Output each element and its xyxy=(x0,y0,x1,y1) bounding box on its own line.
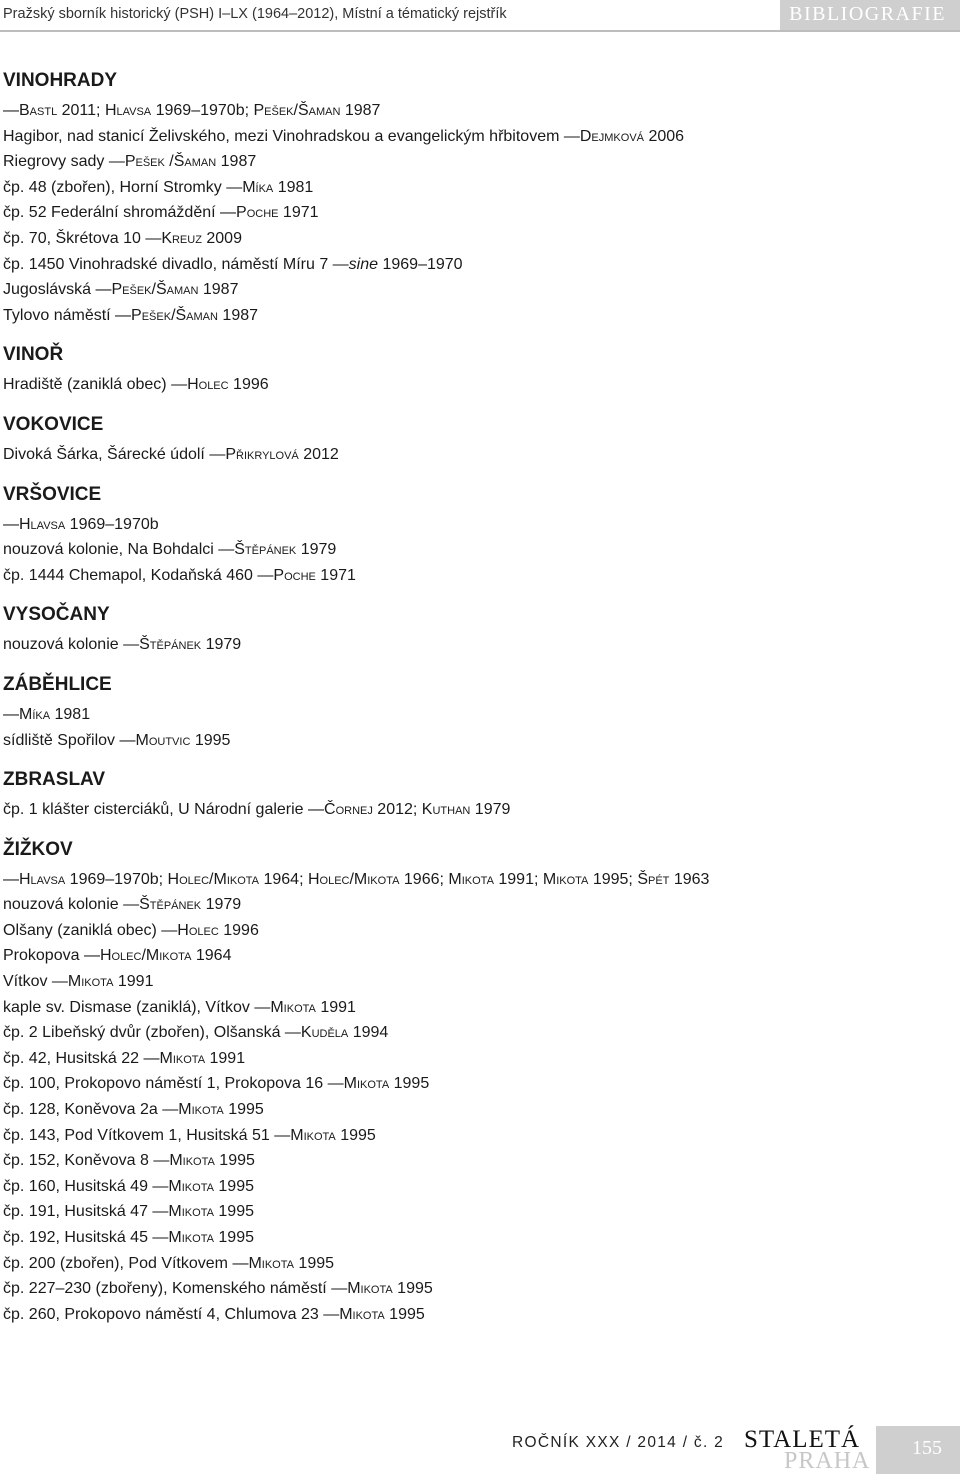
entry-text: 2012 xyxy=(298,445,339,463)
author-name: Štěpánek xyxy=(139,896,202,914)
author-name: Pešek/Šaman xyxy=(111,281,199,299)
entry-text: čp. 1444 Chemapol, Kodaňská 460 xyxy=(3,566,258,584)
register-entry xyxy=(3,1046,948,1072)
em-dash: — xyxy=(327,1075,344,1093)
entry-text: 1995 xyxy=(213,1177,254,1195)
register-entry xyxy=(3,98,948,124)
entry-text: čp. 227–230 (zbořeny), Komenského náměstí xyxy=(3,1280,332,1298)
entry-text: Divoká Šárka, Šárecké údolí xyxy=(3,445,210,463)
entry-text: 1969–1970b xyxy=(65,515,159,533)
register-entry xyxy=(3,1123,948,1149)
em-dash: — xyxy=(323,1305,340,1323)
register-entry xyxy=(3,1251,948,1277)
entry-text: 1995 xyxy=(190,731,231,749)
entry-text: 1969–1970b; xyxy=(151,102,254,119)
em-dash: — xyxy=(143,1049,160,1067)
entry-text: 2011; xyxy=(57,102,105,119)
author-name: Mikota xyxy=(67,973,114,991)
author-name: Holec xyxy=(187,376,229,394)
register-entry xyxy=(3,943,948,969)
em-dash: — xyxy=(563,127,580,145)
entry-text: 1969–1970 xyxy=(378,255,463,273)
register-entry xyxy=(3,226,948,252)
em-dash: — xyxy=(284,1024,301,1042)
entry-text: čp. 128, Koněvova 2a xyxy=(3,1101,163,1119)
entry-text: 1991 xyxy=(205,1049,246,1067)
entry-text: Prokopova xyxy=(3,947,84,965)
em-dash: — xyxy=(3,705,19,723)
italic-reference: sine xyxy=(348,255,379,273)
entry-text: 1995 xyxy=(213,1229,254,1246)
em-dash: — xyxy=(153,1152,170,1170)
entry-text: nouzová kolonie, Na Bohdalci xyxy=(3,541,219,559)
register-entry xyxy=(3,702,948,728)
author-name: Mikota xyxy=(542,870,589,888)
entry-text: 1987 xyxy=(217,306,259,324)
author-name: Mikota xyxy=(168,1203,214,1221)
logo-text-top: STALETÁ xyxy=(744,1426,861,1453)
entry-text: kaple sv. Dismase (zaniklá), Vítkov xyxy=(3,998,255,1016)
entry-text: Vítkov xyxy=(3,973,52,991)
entry-text: 1991 xyxy=(113,973,154,991)
register-entry xyxy=(3,918,948,944)
entry-text: čp. 70, Škrétova 10 xyxy=(3,229,146,247)
author-name: Přikrylová xyxy=(225,445,299,463)
entry-text: čp. 260, Prokopovo náměstí 4, Chlumova 23 xyxy=(3,1305,324,1323)
entry-text: 1995 xyxy=(293,1254,335,1272)
register-entry xyxy=(3,537,948,563)
entry-text: 1963 xyxy=(669,870,710,888)
author-name: Mikota xyxy=(339,1305,385,1323)
register-entry xyxy=(3,995,948,1021)
register-entry xyxy=(3,175,948,201)
entry-text: 1979 xyxy=(296,541,337,559)
em-dash: — xyxy=(308,801,325,819)
entry-text: Hradiště (zaniklá obec) xyxy=(3,376,172,394)
register-entry xyxy=(3,867,948,893)
register-entry xyxy=(3,200,948,226)
entry-text: 1991; xyxy=(493,870,543,888)
em-dash: — xyxy=(152,1229,169,1246)
register-entry xyxy=(3,728,948,754)
entry-text: čp. 143, Pod Vítkovem 1, Husitská 51 xyxy=(3,1126,275,1144)
author-name: Hlavsa xyxy=(104,102,152,119)
entry-text: 1981 xyxy=(50,705,91,723)
em-dash: — xyxy=(3,102,19,119)
entry-text: čp. 48 (zbořen), Horní Stromky xyxy=(3,178,227,196)
author-name: Poche xyxy=(273,566,316,584)
register-entry xyxy=(3,252,948,278)
entry-text: 1969–1970b; xyxy=(65,870,168,888)
register-section xyxy=(3,837,948,1328)
em-dash: — xyxy=(274,1126,291,1144)
running-header-title: Pražský sborník historický (PSH) I–LX (1964–2012), Místní a tématický rejstřík xyxy=(3,6,507,22)
author-name: Pešek /Šaman xyxy=(124,153,217,171)
register-section xyxy=(3,68,948,328)
author-name: Mikota xyxy=(270,998,316,1016)
register-entry xyxy=(3,969,948,995)
entry-text: 1964; xyxy=(259,870,308,888)
entry-text: 1971 xyxy=(315,566,356,584)
register-entry xyxy=(3,1071,948,1097)
register-entry xyxy=(3,1276,948,1302)
register-entry xyxy=(3,512,948,538)
entry-text: 1995 xyxy=(214,1152,255,1170)
section-heading: VINOŘ xyxy=(3,344,64,366)
entry-text: 1995 xyxy=(392,1280,433,1298)
entry-text: 1964 xyxy=(191,947,232,965)
author-name: Dejmková xyxy=(579,127,644,145)
author-name: Štěpánek xyxy=(234,541,297,559)
em-dash: — xyxy=(162,1101,179,1119)
em-dash: — xyxy=(51,973,68,991)
register-entry xyxy=(3,1302,948,1328)
entry-text: 1995; xyxy=(588,870,638,888)
page-number: 155 xyxy=(912,1437,942,1459)
volume-info: ROČNÍK XXX / 2014 / č. 2 xyxy=(512,1434,725,1451)
page-number-box xyxy=(876,1426,960,1474)
entry-text: 1971 xyxy=(278,204,319,222)
entry-text: čp. 1450 Vinohradské divadlo, náměstí Míru 7 xyxy=(3,255,333,273)
entry-text: Riegrovy sady xyxy=(3,153,109,171)
entry-text: 1996 xyxy=(218,921,259,939)
entry-text: čp. 52 Federální shromáždění xyxy=(3,204,221,222)
author-name: Holec/Mikota xyxy=(167,870,260,888)
entry-text: 1995 xyxy=(335,1126,376,1144)
register-section xyxy=(3,482,948,589)
journal-logo xyxy=(744,1426,874,1474)
entry-text: 1995 xyxy=(223,1101,264,1119)
em-dash: — xyxy=(123,896,140,914)
author-name: Mikota xyxy=(168,1229,214,1246)
register-entry xyxy=(3,1020,948,1046)
section-heading: VOKOVICE xyxy=(3,413,104,435)
em-dash: — xyxy=(161,921,178,939)
author-name: Holec xyxy=(177,921,219,939)
em-dash: — xyxy=(152,1203,169,1221)
em-dash: — xyxy=(3,870,19,888)
author-name: Poche xyxy=(236,204,279,222)
register-entry xyxy=(3,797,948,823)
em-dash: — xyxy=(145,229,162,247)
register-entry xyxy=(3,303,948,329)
author-name: Hlavsa xyxy=(19,515,66,533)
author-name: Čornej xyxy=(324,801,373,819)
em-dash: — xyxy=(152,1177,169,1195)
author-name: Moutvic xyxy=(135,731,191,749)
em-dash: — xyxy=(226,178,243,196)
author-name: Holec/Mikota xyxy=(307,870,400,888)
author-name: Kreuz xyxy=(161,229,202,247)
author-name: Kuděla xyxy=(300,1024,349,1042)
section-label: BIBLIOGRAFIE xyxy=(789,3,946,25)
em-dash: — xyxy=(123,636,140,654)
author-name: Míka xyxy=(19,705,51,723)
section-heading: VINOHRADY xyxy=(3,70,118,91)
register-entry xyxy=(3,442,948,468)
author-name: Bastl xyxy=(19,102,58,119)
register-section xyxy=(3,767,948,823)
entry-text: 1987 xyxy=(198,281,239,299)
register-entry xyxy=(3,372,948,398)
register-entry xyxy=(3,892,948,918)
author-name: Mikota xyxy=(159,1049,206,1067)
entry-text: 1991 xyxy=(315,998,356,1016)
entry-text: 1987 xyxy=(216,153,257,171)
register-entry xyxy=(3,1225,948,1251)
author-name: Mikota xyxy=(290,1126,336,1144)
register-section xyxy=(3,342,948,398)
header-rule xyxy=(0,30,960,32)
entry-text: Hagibor, nad stanicí Želivského, mezi Vinohradskou a evangelickým hřbitovem xyxy=(3,127,564,145)
register-entry xyxy=(3,563,948,589)
author-name: Mikota xyxy=(168,1177,214,1195)
entry-text: Tylovo náměstí xyxy=(3,306,116,324)
em-dash: — xyxy=(119,731,136,749)
em-dash: — xyxy=(332,255,349,273)
em-dash: — xyxy=(171,376,188,394)
entry-text: sídliště Spořilov xyxy=(3,731,120,749)
entry-text: čp. 160, Husitská 49 xyxy=(3,1177,153,1195)
author-name: Mikota xyxy=(169,1152,215,1170)
em-dash: — xyxy=(257,566,274,584)
entry-text: Olšany (zaniklá obec) xyxy=(3,921,162,939)
em-dash: — xyxy=(3,515,19,533)
author-name: Kuthan xyxy=(421,801,471,819)
author-name: Mikota xyxy=(448,870,494,888)
entry-text: 1979 xyxy=(470,801,511,819)
em-dash: — xyxy=(108,153,125,171)
entry-text: 1966; xyxy=(399,870,449,888)
entry-text: 1995 xyxy=(389,1075,430,1093)
author-name: Pešek/Šaman xyxy=(131,306,218,324)
em-dash: — xyxy=(83,947,100,965)
entry-text: 2006 xyxy=(644,127,685,145)
em-dash: — xyxy=(232,1254,249,1272)
register-entry xyxy=(3,1097,948,1123)
author-name: Mikota xyxy=(248,1254,294,1272)
register-entry xyxy=(3,124,948,150)
entry-text: čp. 191, Husitská 47 xyxy=(3,1203,153,1221)
section-heading: ŽIŽKOV xyxy=(3,838,73,860)
register-section xyxy=(3,602,948,658)
section-heading: ZÁBĚHLICE xyxy=(3,673,112,695)
entry-text: čp. 152, Koněvova 8 xyxy=(3,1152,154,1170)
em-dash: — xyxy=(115,306,132,324)
entry-text: 1987 xyxy=(340,102,381,119)
author-name: Míka xyxy=(242,178,274,196)
register-entry xyxy=(3,632,948,658)
entry-text: 2012; xyxy=(372,801,422,819)
entry-text: 1994 xyxy=(348,1024,389,1042)
entry-text: 2009 xyxy=(201,229,242,247)
entry-text: čp. 2 Libeňský dvůr (zbořen), Olšanská xyxy=(3,1024,285,1042)
author-name: Mikota xyxy=(178,1101,224,1119)
author-name: Pešek/Šaman xyxy=(253,102,341,119)
section-heading: VYSOČANY xyxy=(3,604,110,626)
em-dash: — xyxy=(254,998,271,1016)
register-entry xyxy=(3,1199,948,1225)
entry-text: čp. 192, Husitská 45 xyxy=(3,1229,153,1246)
register-content xyxy=(3,68,948,1341)
register-entry xyxy=(3,149,948,175)
author-name: Holec/Mikota xyxy=(99,947,192,965)
entry-text: Jugoslávská xyxy=(3,281,96,299)
register-section xyxy=(3,412,948,468)
register-section xyxy=(3,672,948,753)
em-dash: — xyxy=(95,281,112,299)
entry-text: nouzová kolonie xyxy=(3,636,124,654)
entry-text: čp. 1 klášter cisterciáků, U Národní galerie xyxy=(3,801,309,819)
section-heading: ZBRASLAV xyxy=(3,769,106,791)
entry-text: čp. 42, Husitská 22 xyxy=(3,1049,144,1067)
register-entry xyxy=(3,1174,948,1200)
entry-text: 1996 xyxy=(228,376,269,394)
entry-text: čp. 200 (zbořen), Pod Vítkovem xyxy=(3,1254,233,1272)
em-dash: — xyxy=(209,445,226,463)
entry-text: 1979 xyxy=(201,636,242,654)
em-dash: — xyxy=(331,1280,348,1298)
author-name: Mikota xyxy=(343,1075,390,1093)
register-entry xyxy=(3,277,948,303)
entry-text: 1995 xyxy=(384,1305,425,1323)
entry-text: 1995 xyxy=(213,1203,254,1221)
entry-text: 1981 xyxy=(273,178,314,196)
entry-text: 1979 xyxy=(201,896,242,914)
author-name: Štěpánek xyxy=(139,636,202,654)
author-name: Hlavsa xyxy=(19,870,66,888)
em-dash: — xyxy=(218,541,235,559)
em-dash: — xyxy=(220,204,237,222)
entry-text: nouzová kolonie xyxy=(3,896,124,914)
logo-text-bottom: PRAHA xyxy=(784,1448,871,1474)
author-name: Špét xyxy=(637,870,670,888)
entry-text: čp. 100, Prokopovo náměstí 1, Prokopova 16 xyxy=(3,1075,328,1093)
register-entry xyxy=(3,1148,948,1174)
author-name: Mikota xyxy=(347,1280,393,1298)
section-heading: VRŠOVICE xyxy=(3,483,102,505)
